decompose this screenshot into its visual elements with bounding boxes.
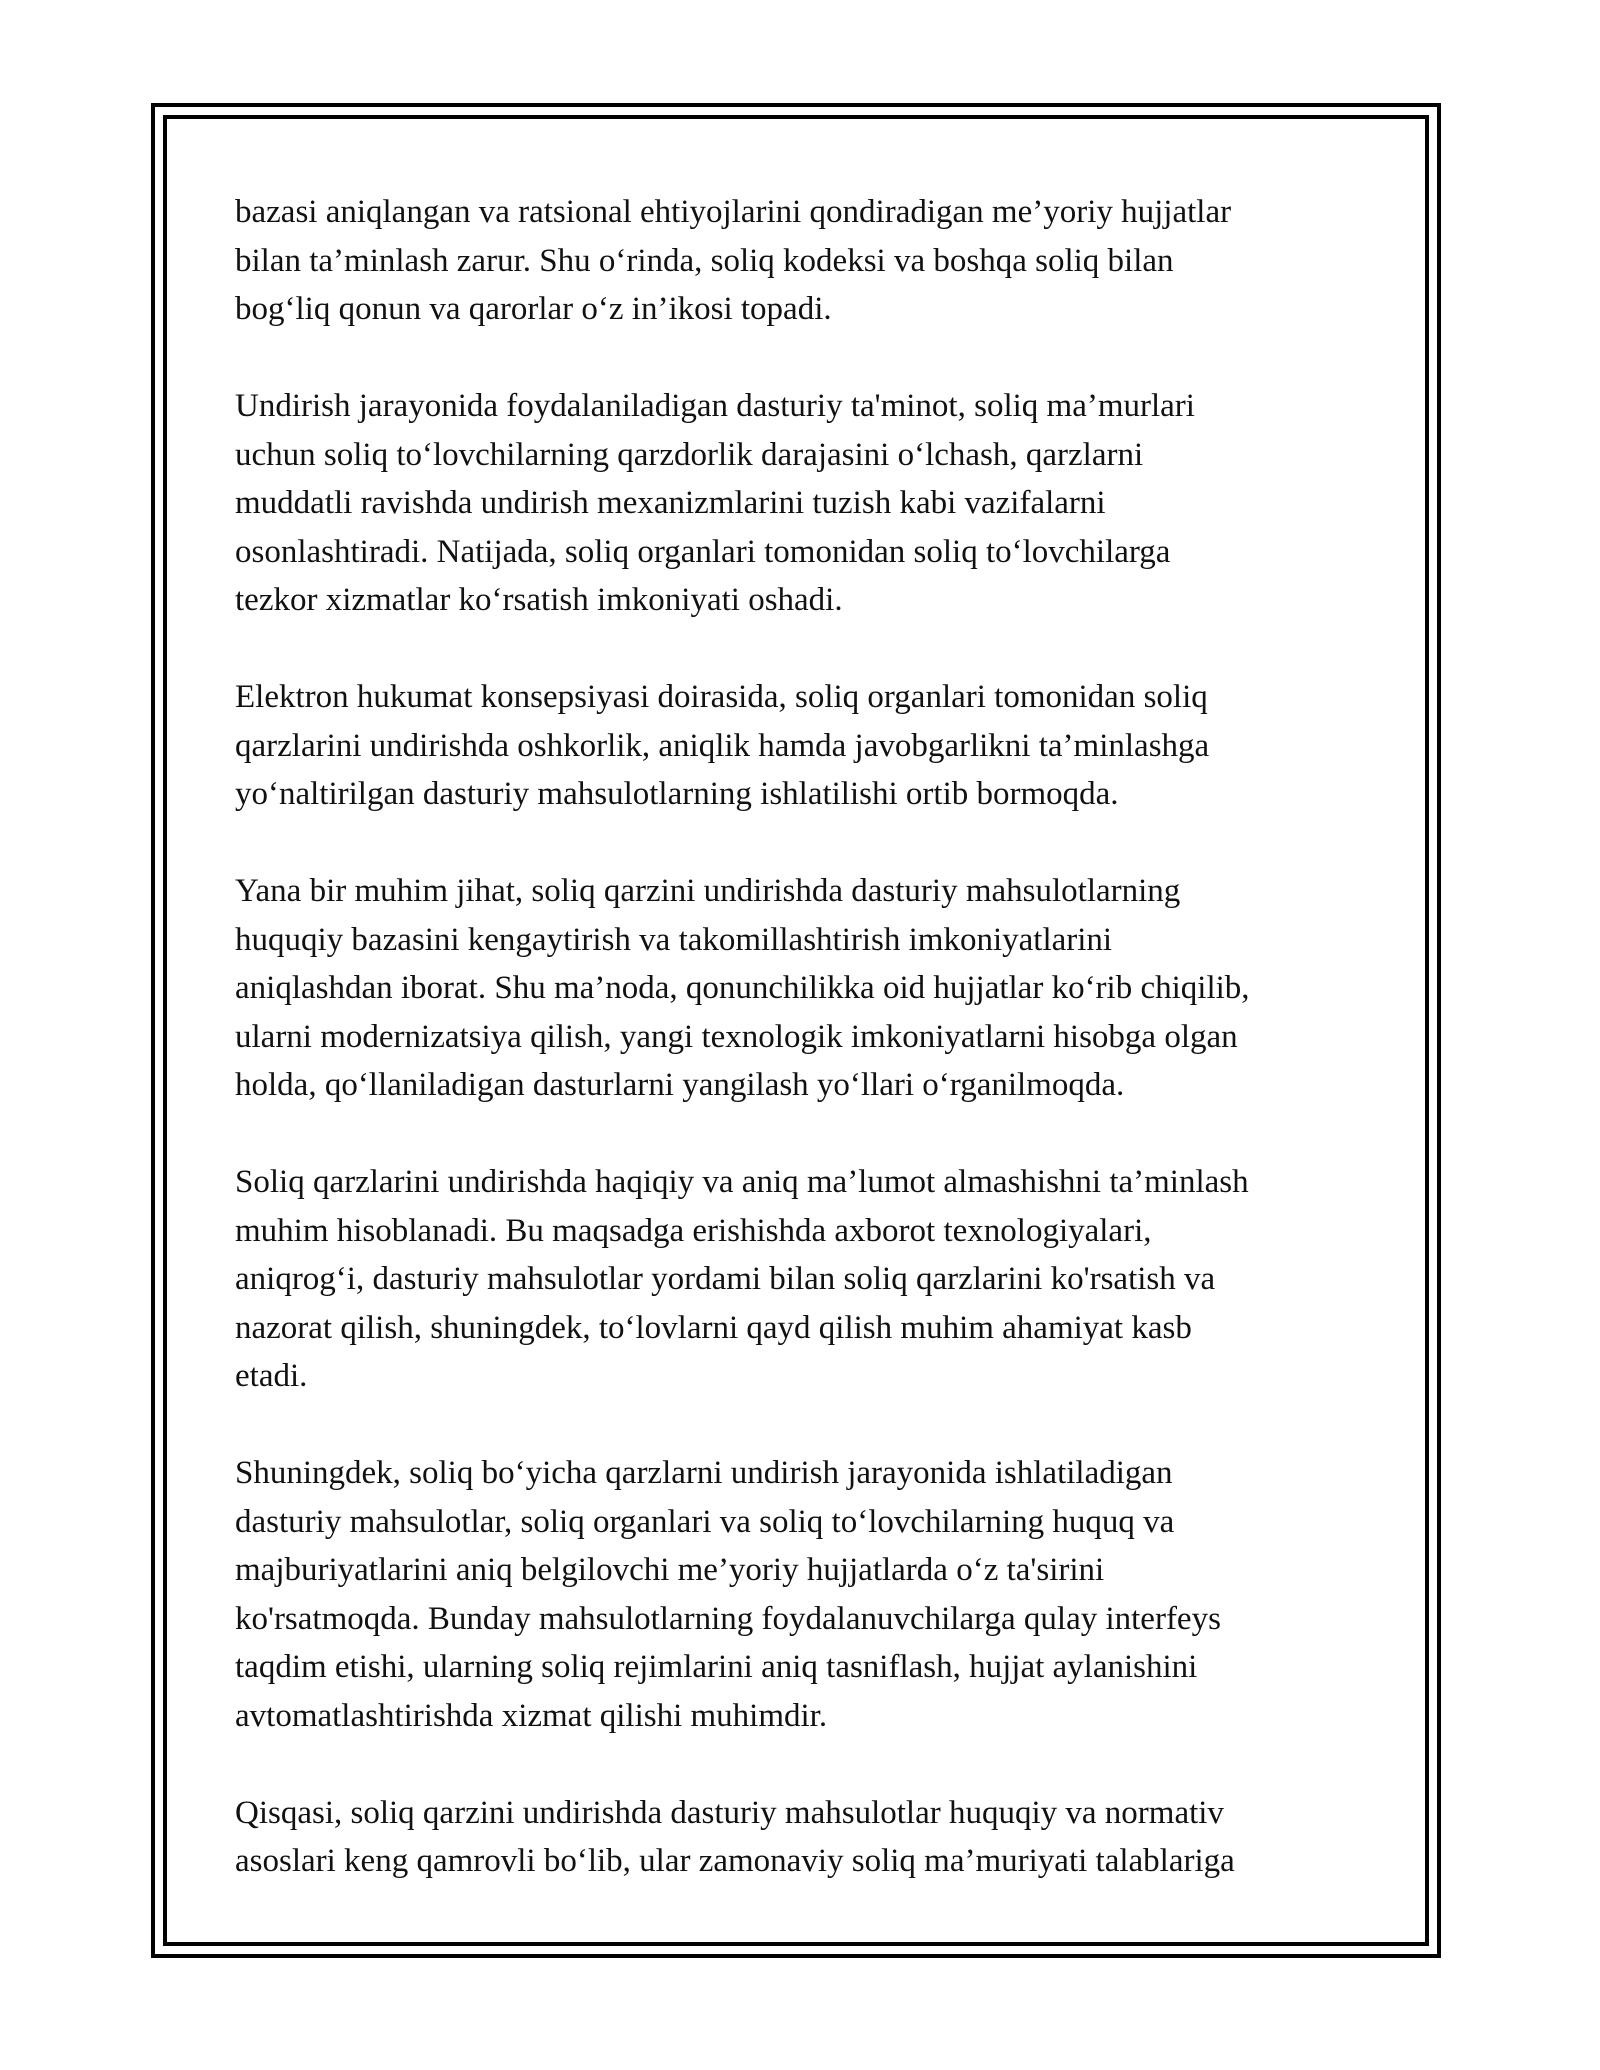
paragraph-3: Elektron hukumat konsepsiyasi doirasida, soliq organlari tomonidan soliq qarzlarini undirishda oshkorlik, aniqlik hamda javobgarlikni ta’minlashga yo‘naltirilgan dasturiy mahsulotlarning ishlatilishi ortib bormoqda. (235, 679, 1210, 812)
paragraph-2: Undirish jarayonida foydalaniladigan dasturiy ta'minot, soliq ma’murlari uchun soliq to‘lovchilarning qarzdorlik darajasini o‘lchash, qarzlarni muddatli ravishda undirish mexanizmlarini tuzish kabi vazifalarni osonlashtiradi. Natijada, soliq organlari tomonidan soliq to‘lovchilarga tezkor xizmatlar ko‘rsatish imkoniyati oshadi. (235, 388, 1195, 618)
paragraph-4: Yana bir muhim jihat, soliq qarzini undirishda dasturiy mahsulotlarning huquqiy bazasini kengaytirish va takomillashtirish imkoniyatlarini aniqlashdan iborat. Shu ma’noda, qonunchilikka oid hujjatlar ko‘rib chiqilib, ularni modernizatsiya qilish, yangi texnologik imkoniyatlarni hisobga olgan holda, qo‘llaniladigan dasturlarni yangilash yo‘llari o‘rganilmoqda. (235, 873, 1250, 1103)
paragraph-5: Soliq qarzlarini undirishda haqiqiy va aniq ma’lumot almashishni ta’minlash muhim hisoblanadi. Bu maqsadga erishishda axborot texnologiyalari, aniqrog‘i, dasturiy mahsulotlar yordami bilan soliq qarzlarini ko'rsatish va nazorat qilish, shuningdek, to‘lovlarni qayd qilish muhim ahamiyat kasb etadi. (235, 1164, 1249, 1394)
paragraph-1: bazasi aniqlangan va ratsional ehtiyojlarini qondiradigan me’yoriy hujjatlar bilan ta’minlash zarur. Shu o‘rinda, soliq kodeksi va boshqa soliq bilan bog‘liq qonun va qarorlar o‘z in’ikosi topadi. (235, 194, 1232, 327)
document-body (235, 188, 1365, 1934)
paragraph-7: Qisqasi, soliq qarzini undirishda dasturiy mahsulotlar huquqiy va normativ asoslari keng qamrovli bo‘lib, ular zamonaviy soliq ma’muriyati talablariga (235, 1794, 1235, 1879)
paragraph-6: Shuningdek, soliq bo‘yicha qarzlarni undirish jarayonida ishlatiladigan dasturiy mahsulotlar, soliq organlari va soliq to‘lovchilarning huquq va majburiyatlarini aniq belgilovchi me’yoriy hujjatlarda o‘z ta'sirini ko'rsatmoqda. Bunday mahsulotlarning foydalanuvchilarga qulay interfeys taqdim etishi, ularning soliq rejimlarini aniq tasniflash, hujjat aylanishini avtomatlashtirishda xizmat qilishi muhimdir. (235, 1455, 1221, 1734)
